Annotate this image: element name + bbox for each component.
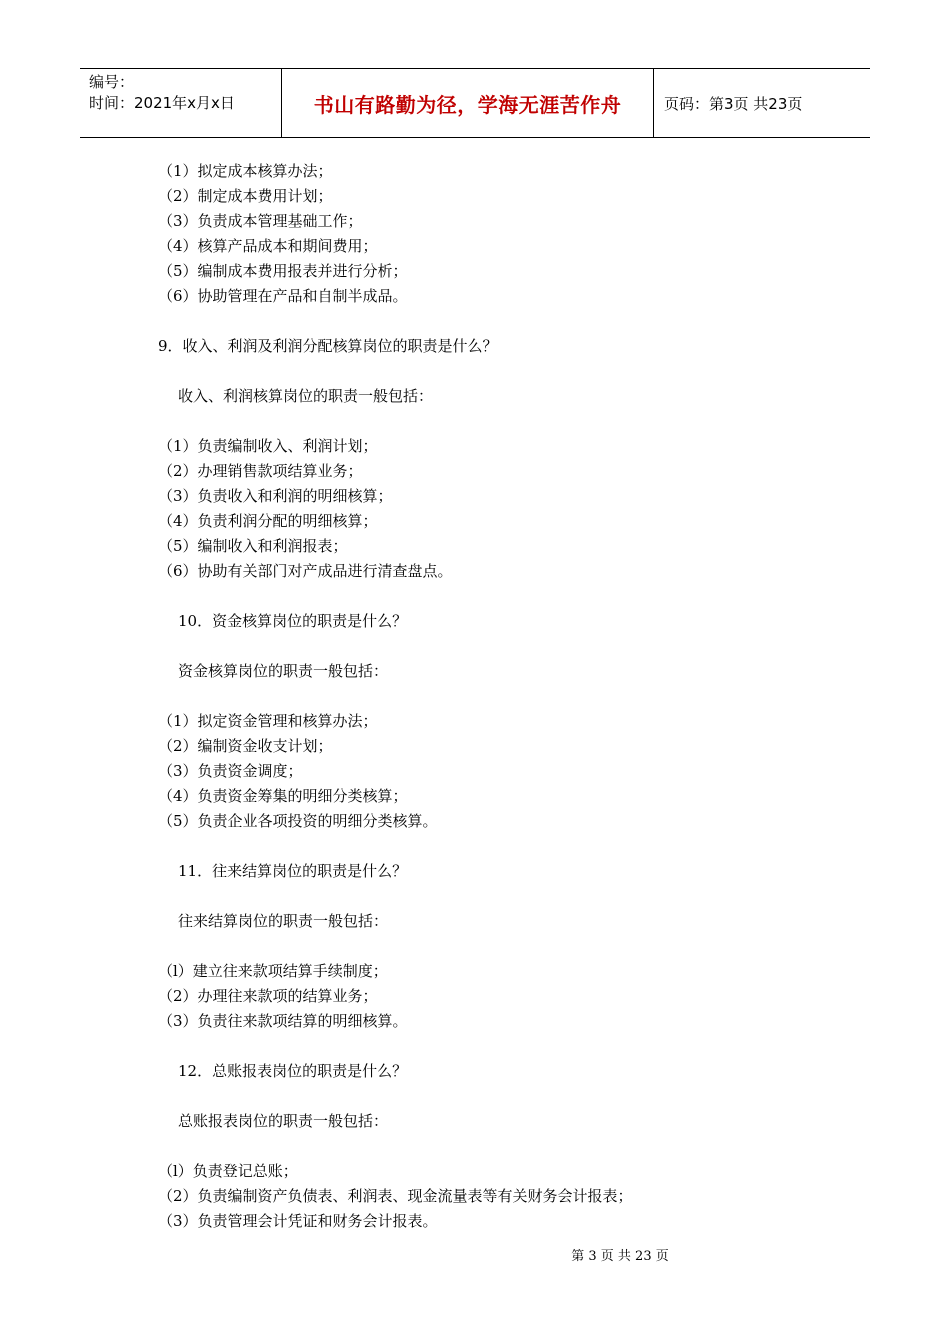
list-item: （2）办理往来款项的结算业务； [158,987,378,1005]
page-header [80,68,870,138]
header-meta [80,69,282,137]
list-item: （1）负责编制收入、利润计划； [158,437,378,455]
document-time: 时间：2021年x月x日 [89,94,235,112]
header-motto: 书山有路勤为径，学海无涯苦作舟 [282,69,654,137]
list-item: （6）协助管理在产品和自制半成品。 [158,287,408,305]
list-item: （4）负责利润分配的明细核算； [158,512,378,530]
list-item: （1）拟定成本核算办法； [158,162,333,180]
section-intro: 资金核算岗位的职责一般包括： [178,662,389,680]
list-item: （2）办理销售款项结算业务； [158,462,363,480]
list-item: （6）协助有关部门对产成品进行清查盘点。 [158,562,453,580]
question-heading: 10．资金核算岗位的职责是什么？ [178,612,408,630]
list-item: （5）编制收入和利润报表； [158,537,348,555]
list-item: （2）编制资金收支计划； [158,737,333,755]
list-item: （3）负责管理会计凭证和财务会计报表。 [158,1212,438,1230]
list-item: （2）负责编制资产负债表、利润表、现金流量表等有关财务会计报表； [158,1187,633,1205]
question-heading: 12．总账报表岗位的职责是什么？ [178,1062,408,1080]
list-item: （4）负责资金筹集的明细分类核算； [158,787,408,805]
document-body [158,159,778,1234]
document-number: 编号： [89,73,135,91]
list-item: （3）负责资金调度； [158,762,303,780]
list-item: （l）负责登记总账； [158,1162,298,1180]
section-intro: 总账报表岗位的职责一般包括： [178,1112,389,1130]
section-intro: 收入、利润核算岗位的职责一般包括： [178,387,434,405]
list-item: （3）负责收入和利润的明细核算； [158,487,393,505]
list-item: （5）负责企业各项投资的明细分类核算。 [158,812,438,830]
question-heading: 11．往来结算岗位的职责是什么？ [178,862,408,880]
list-item: （5）编制成本费用报表并进行分析； [158,262,408,280]
question-heading: 9．收入、利润及利润分配核算岗位的职责是什么？ [158,337,498,355]
list-item: （l）建立往来款项结算手续制度； [158,962,388,980]
list-item: （3）负责成本管理基础工作； [158,212,363,230]
header-page-info: 页码：第3页 共23页 [664,94,803,113]
list-item: （2）制定成本费用计划； [158,187,333,205]
list-item: （3）负责往来款项结算的明细核算。 [158,1012,408,1030]
list-item: （1）拟定资金管理和核算办法； [158,712,378,730]
page-footer: 第 3 页 共 23 页 [571,1249,669,1264]
list-item: （4）核算产品成本和期间费用； [158,237,378,255]
section-intro: 往来结算岗位的职责一般包括： [178,912,389,930]
